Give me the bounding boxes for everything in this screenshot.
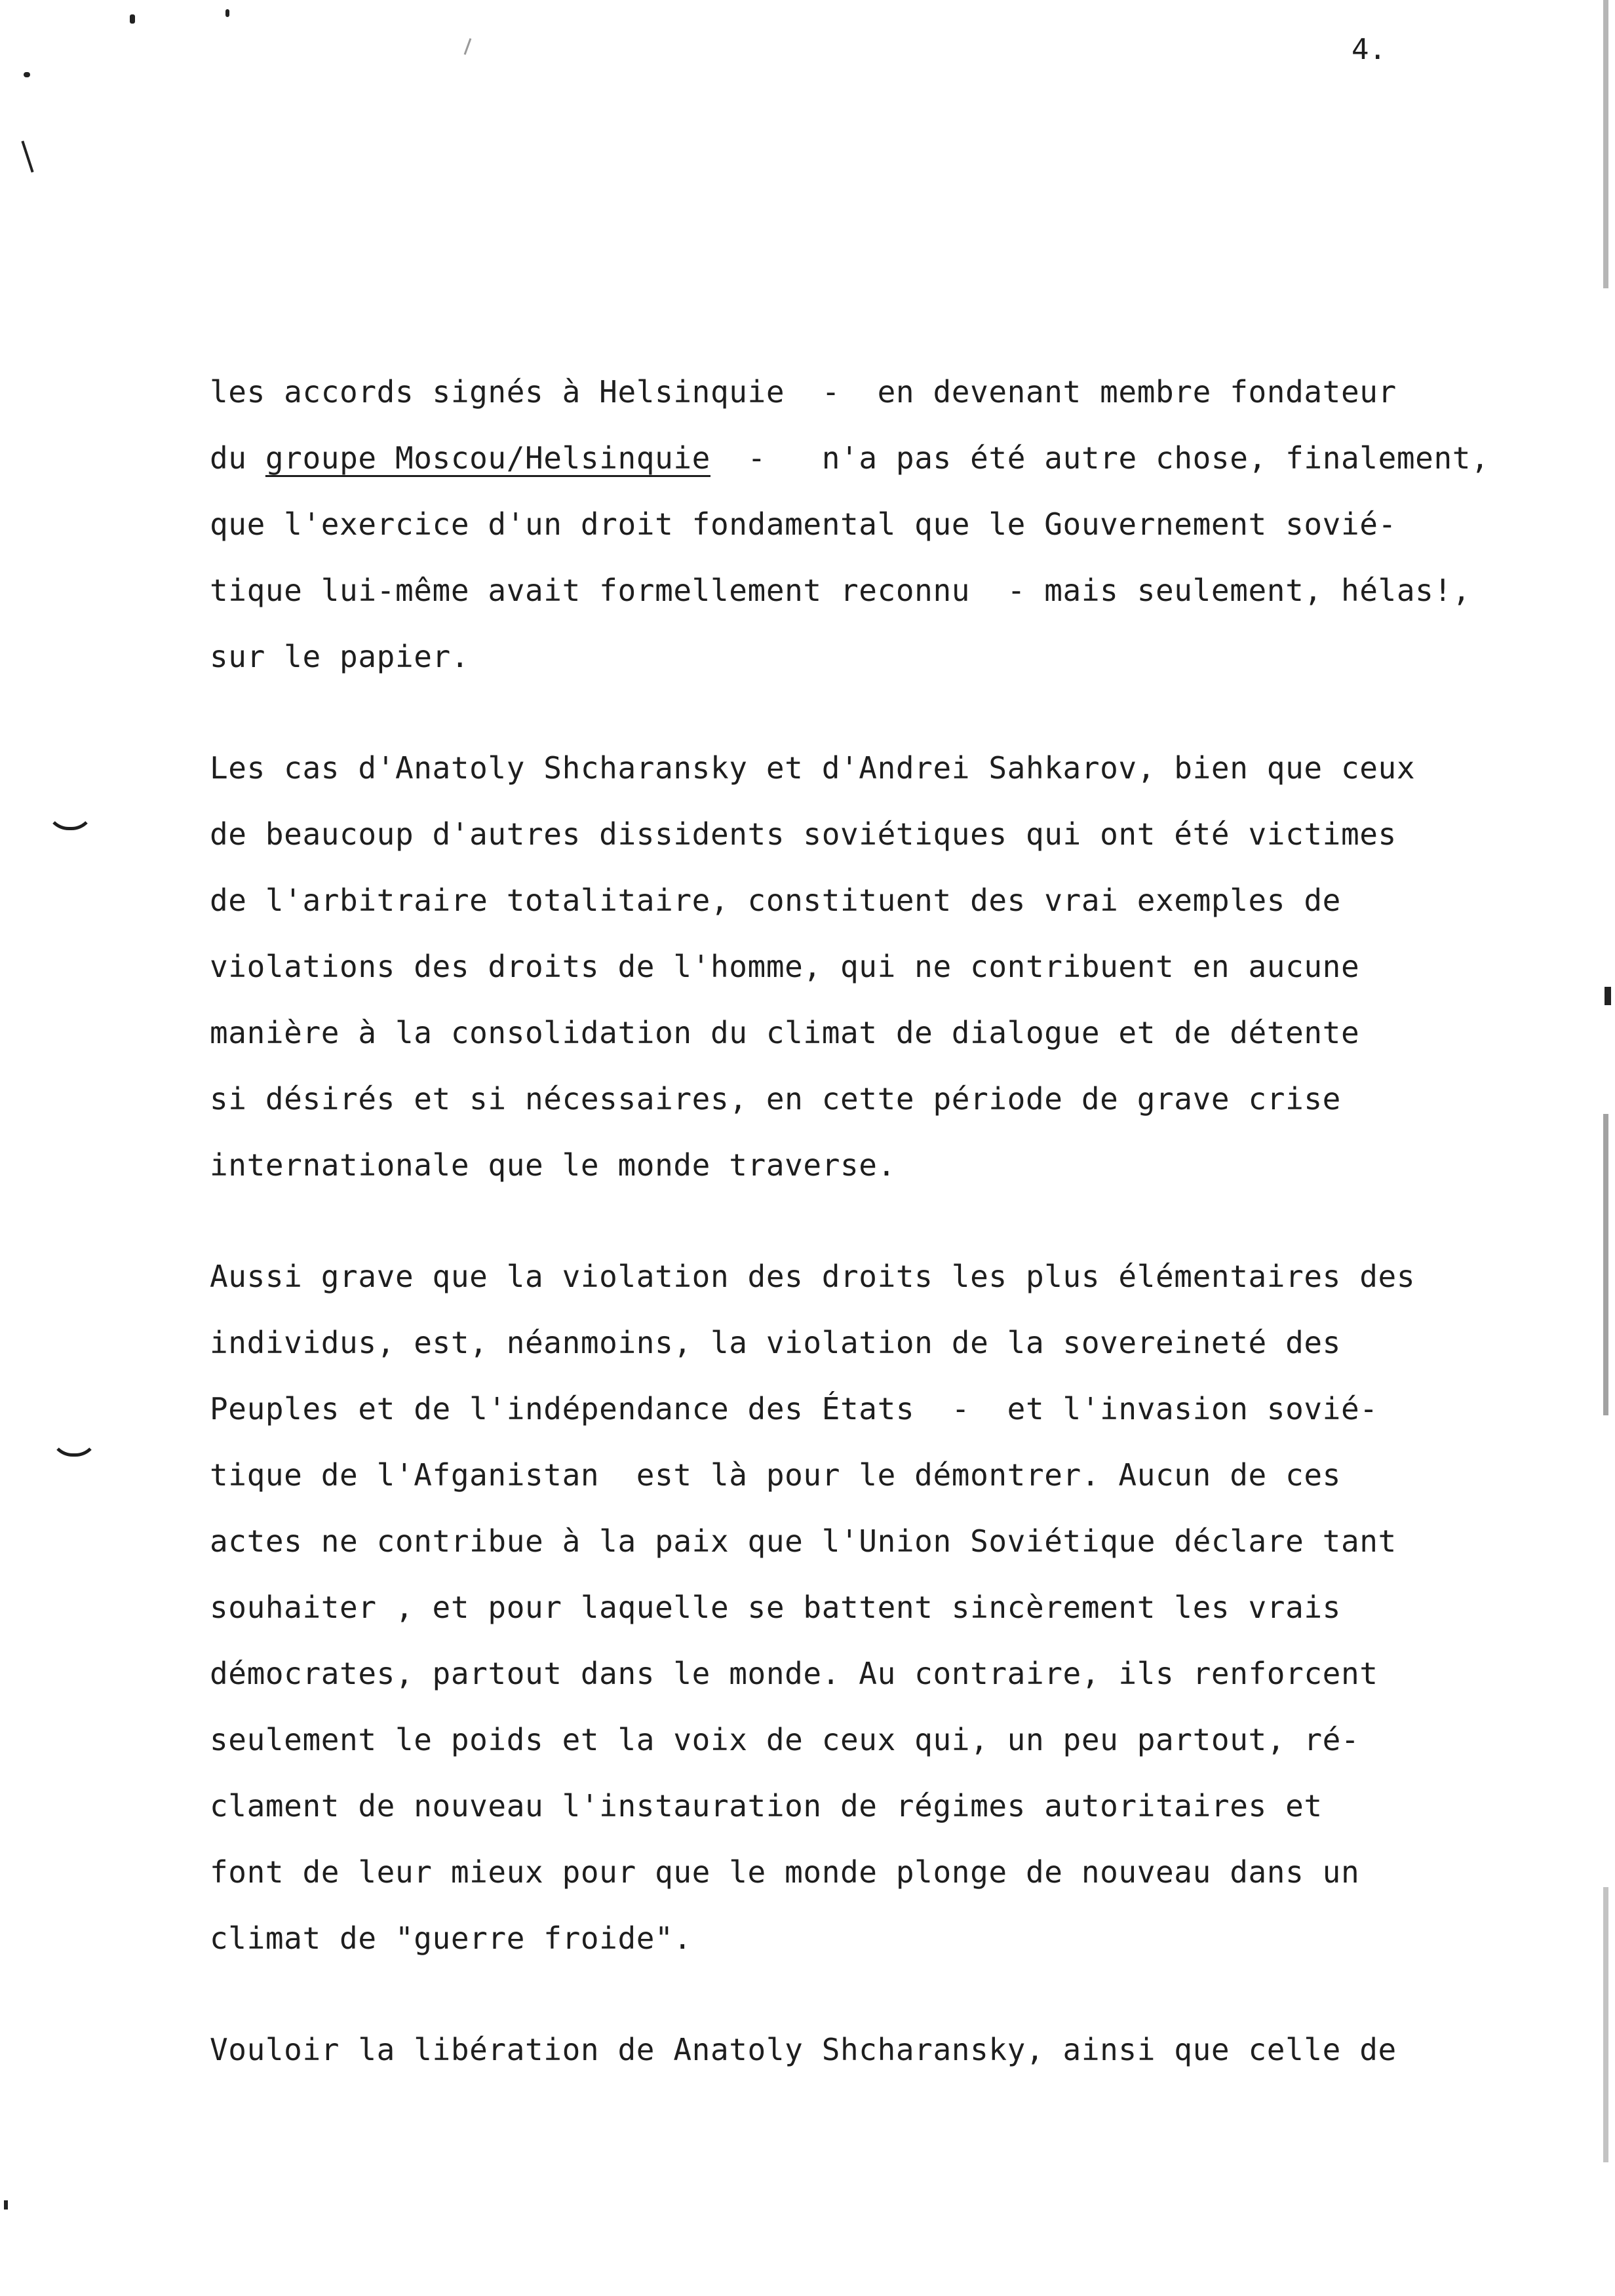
scan-speck (24, 72, 30, 77)
text-line: souhaiter , et pour laquelle se battent sincèrement les vrais (210, 1590, 1341, 1625)
text-line: Peuples et de l'indépendance des États - et l'invasion sovié- (210, 1391, 1378, 1426)
text-line: démocrates, partout dans le monde. Au contraire, ils renforcent (210, 1656, 1378, 1691)
text-line: sur le papier. (210, 639, 470, 674)
text-line: tique lui-même avait formellement reconnu - mais seulement, hélas!, (210, 573, 1471, 608)
text-line: tique de l'Afganistan est là pour le démontrer. Aucun de ces (210, 1457, 1341, 1493)
text-line: individus, est, néanmoins, la violation de la sovereineté des (210, 1325, 1341, 1360)
text-fragment: du (210, 440, 265, 476)
underlined-group-name: groupe Moscou/Helsinquie (265, 440, 710, 476)
margin-hook-mark (50, 1434, 98, 1457)
scan-speck (225, 9, 229, 17)
text-line: si désirés et si nécessaires, en cette période de grave crise (210, 1081, 1341, 1117)
scan-edge-noise (1603, 0, 1608, 288)
text-line: actes ne contribue à la paix que l'Union Soviétique déclare tant (210, 1523, 1397, 1559)
scan-speck (130, 14, 135, 24)
text-fragment: n'a pas été autre chose, finalement, (821, 440, 1490, 476)
text-line (210, 425, 1586, 491)
scan-speck (21, 141, 33, 173)
text-line: de l'arbitraire totalitaire, constituent des vrai exemples de (210, 883, 1341, 918)
margin-hook-mark (46, 807, 94, 830)
text-line: que l'exercice d'un droit fondamental que le Gouvernement sovié- (210, 507, 1397, 542)
text-line: manière à la consolidation du climat de dialogue et de détente (210, 1015, 1360, 1050)
scan-speck (1605, 987, 1611, 1005)
text-line: Les cas d'Anatoly Shcharansky et d'Andrei Sahkarov, bien que ceux (210, 750, 1416, 786)
page-number: 4. (1352, 33, 1386, 66)
paragraph-3 (210, 1244, 1586, 1972)
text-line: clament de nouveau l'instauration de régimes autoritaires et (210, 1788, 1323, 1824)
scan-speck (464, 38, 472, 54)
text-line: Vouloir la libération de Anatoly Shcharansky, ainsi que celle de (210, 2032, 1397, 2067)
body-text (210, 359, 1586, 2083)
paragraph-2 (210, 735, 1586, 1198)
text-line: internationale que le monde traverse. (210, 1147, 896, 1183)
text-line: seulement le poids et la voix de ceux qui, un peu partout, ré- (210, 1722, 1360, 1757)
paragraph-1 (210, 359, 1586, 690)
scan-edge-noise (1603, 1887, 1608, 2162)
text-line: font de leur mieux pour que le monde plonge de nouveau dans un (210, 1854, 1360, 1890)
text-line: Aussi grave que la violation des droits les plus élémentaires des (210, 1259, 1416, 1294)
text-line: de beaucoup d'autres dissidents soviétiques qui ont été victimes (210, 816, 1397, 852)
scan-speck (4, 2200, 8, 2210)
text-line: climat de "guerre froide". (210, 1921, 692, 1956)
text-fragment: - (710, 440, 822, 476)
text-line: violations des droits de l'homme, qui ne contribuent en aucune (210, 949, 1360, 984)
text-line: les accords signés à Helsinquie - en devenant membre fondateur (210, 374, 1397, 410)
paragraph-4 (210, 2017, 1586, 2083)
scan-edge-noise (1603, 1114, 1608, 1415)
